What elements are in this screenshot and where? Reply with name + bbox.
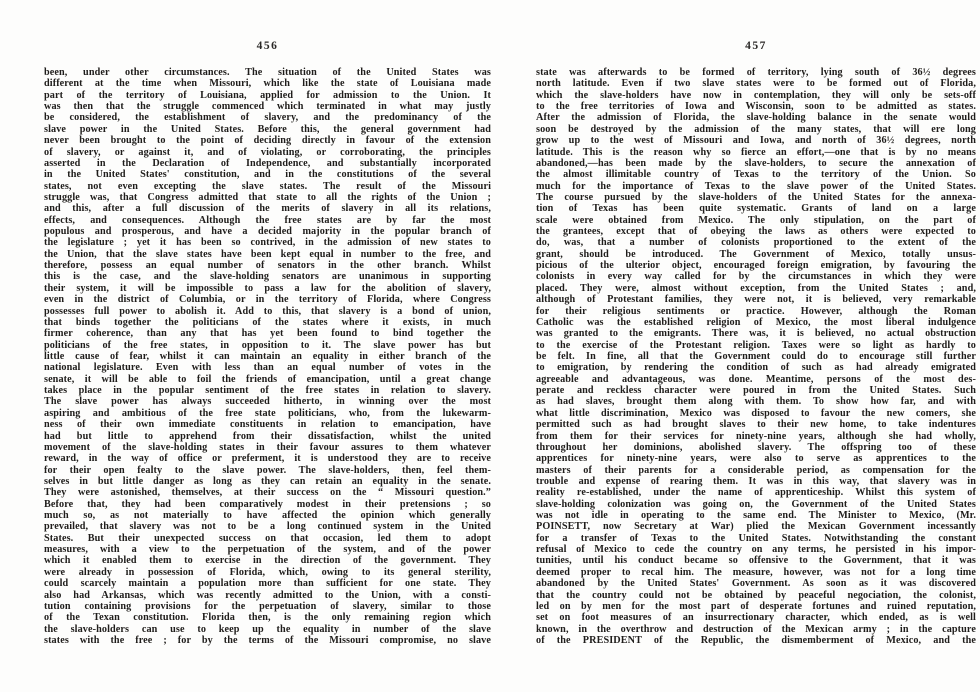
text-line: for their open fealty to the slave power. The slave-holders, then, feel them- — [44, 464, 491, 476]
text-line: tunities, until his conduct became so offensive to the Government, that it was — [536, 555, 976, 567]
text-line: to the exercise of the Protestant religion. Taxes were so light as hardly to — [536, 339, 976, 351]
text-line: the slave-holders can use to keep up the equality in number of the slave — [44, 623, 491, 635]
text-line: therefore, possess an equal number of senators in the other branch. Whilst — [44, 260, 491, 272]
text-line: ness of their own immediate constituents in relation to emancipation, have — [44, 419, 491, 431]
text-line: never been brought to the point of deciding directly in favour of the extension — [44, 135, 491, 147]
text-line: abandoned,—has been made by the slave-holders, to secure the annexation of — [536, 157, 976, 169]
text-line: States. But their unexpected success on that occasion, led them to adopt — [44, 532, 491, 544]
text-line: for their religious sentiments or practice. However, although the Roman — [536, 305, 976, 317]
text-line: much so, as not materially to have affected the opinion which generally — [44, 510, 491, 522]
text-line: struggle was, that Congress admitted that state to all the rights of the Union ; — [44, 191, 491, 203]
page-text-left — [44, 67, 491, 646]
text-line: prevailed, that slavery was not to be a long continued system in the United — [44, 521, 491, 533]
text-line: POINSETT, now Secretary at War) plied the Mexican Government incessantly — [536, 521, 976, 533]
text-line: the grantees, except that of obeying the laws as others were expected to — [536, 226, 976, 238]
text-line: do, was, that a number of colonists proportioned to the extent of the — [536, 237, 976, 249]
page-text-right — [536, 67, 976, 646]
page-right — [536, 40, 976, 646]
text-line: effects, and consequences. Although the free states are by far the most — [44, 214, 491, 226]
text-line: was granted to the emigrants. There was, it is believed, no actual obstruction — [536, 328, 976, 340]
text-line: deemed proper to recal him. The measure, however, was not for a long time — [536, 566, 976, 578]
text-line: different at the time when Missouri, which like the state of Louisiana made — [44, 78, 491, 90]
text-line: which it enabled them to exercise in the direction of the government. They — [44, 555, 491, 567]
text-line: soon be destroyed by the admission of the many states, that will ere long — [536, 123, 976, 135]
text-line: takes place in the popular sentiment of the free states in relation to slavery. — [44, 385, 491, 397]
text-line: could scarcely maintain a population more than sufficient for one state. They — [44, 578, 491, 590]
text-line: of slavery, or against it, and of violating, or corroborating, the principles — [44, 146, 491, 158]
text-line: much for the importance of Texas to the slave power of the United States. — [536, 180, 976, 192]
text-line: their system, it will be impossible to pass a law for the abolition of slavery, — [44, 282, 491, 294]
text-line: The slave power has always succeeded hitherto, in winning over the most — [44, 396, 491, 408]
text-line: known, in the overthrow and destruction of the Mexican army ; in the capture — [536, 623, 976, 635]
text-line: measures, with a view to the perpetuation of the system, and of the power — [44, 544, 491, 556]
text-line: populous and prosperous, and have a decided majority in the popular branch of — [44, 226, 491, 238]
text-line: senate, it will be able to foil the friends of emancipation, until a great change — [44, 373, 491, 385]
text-line: asserted in the Declaration of Independence, and substantially incorporated — [44, 157, 491, 169]
text-line: reward, in the way of office or preferment, it is understood they are to receive — [44, 453, 491, 465]
text-line: although of Protestant families, they were not, it is believed, very remarkable — [536, 294, 976, 306]
text-line: to the free territories of Iowa and Wisconsin, soon to be admitted as states. — [536, 101, 976, 113]
text-line: They were astonished, themselves, at their success on the “ Missouri question.” — [44, 487, 491, 499]
text-line: that the country could not be obtained by peaceful negociation, the colonist, — [536, 589, 976, 601]
text-line: been, under other circumstances. The situation of the United States was — [44, 67, 491, 78]
text-line: of the Texan constitution. Florida then, is the only remaining region which — [44, 612, 491, 624]
text-line: latitude. This is the reason why so fierce an effort,—one that is by no means — [536, 146, 976, 158]
text-line: masters of their parents for a considerable period, as compensation for the — [536, 464, 976, 476]
text-line: tution containing provisions for the perpetuation of slavery, similar to those — [44, 600, 491, 612]
text-line: was then that the struggle commenced which terminated in what may justly — [44, 101, 491, 113]
page-number-right: 457 — [745, 40, 767, 52]
text-line: trouble and expense of rearing them. It was in this way, that slavery was in — [536, 475, 976, 487]
text-line: apprentices for ninety-nine years, were also to serve as apprentices to the — [536, 453, 976, 465]
text-line: tion of Texas has been quite systematic. Grants of land on a large — [536, 203, 976, 215]
text-line: set on foot measures of an insurrectionary character, which ended, as is well — [536, 612, 976, 624]
page-number-left: 456 — [256, 40, 279, 52]
text-line: north latitude. Even if two slave states were to be formed out of Florida, — [536, 78, 976, 90]
text-line: The course pursued by the slave-holders of the United States for the annexa- — [536, 191, 976, 203]
text-line: states, not even excepting the slave states. The result of the Missouri — [44, 180, 491, 192]
text-line: firmer coherence, than any that has yet been found to bind together the — [44, 328, 491, 340]
text-line: that binds together the politicians of the states where it exists, in much — [44, 316, 491, 328]
text-line: of the PRESIDENT of the Republic, the dismemberment of Mexico, and the — [536, 634, 976, 646]
text-line: to emigration, by rendering the condition of such as had already emigrated — [536, 362, 976, 374]
text-line: national legislature. Even with less than an equal number of votes in the — [44, 362, 491, 374]
text-line: and this, after a full discussion of the merits of slavery in all its relations, — [44, 203, 491, 215]
text-line: states with the free ; for by the terms of the Missouri compromise, no slave — [44, 634, 491, 646]
text-line: After the admission of Florida, the slave-holding balance in the senate would — [536, 112, 976, 124]
text-line: state was afterwards to be formed of territory, lying south of 36½ degrees — [536, 67, 976, 78]
text-line: Catholic was the established religion of Mexico, the most liberal indulgence — [536, 316, 976, 328]
page-left — [44, 40, 491, 646]
text-line: for a transfer of Texas to the United States. Notwithstanding the constant — [536, 532, 976, 544]
text-line: scale were obtained from Mexico. The only stipulation, on the part of — [536, 214, 976, 226]
text-line: what little discrimination, Mexico was disposed to favour the new comers, she — [536, 407, 976, 419]
text-line: even in the district of Columbia, or in the territory of Florida, where Congress — [44, 294, 491, 306]
text-line: agreeable and advantageous, was done. Meantime, persons of the most des- — [536, 373, 976, 385]
text-line: in the United States' constitution, and in the constitutions of the several — [44, 169, 491, 181]
text-line: grant, should be introduced. The Government of Mexico, totally unsus- — [536, 248, 976, 260]
text-line: which the slave-holders have now in contemplation, they will only be sets-off — [536, 89, 976, 101]
text-line: be considered, the establishment of slavery, and the predominancy of the — [44, 112, 491, 124]
text-line: Before that, they had been comparatively modest in their pretensions ; so — [44, 498, 491, 510]
text-line: be felt. In fine, all that the Government could do to encourage still further — [536, 350, 976, 362]
text-line: placed. They were, almost without exception, from the United States ; and, — [536, 282, 976, 294]
text-line: was not idle in operating to the same end. The Minister to Mexico, (Mr. — [536, 510, 976, 522]
text-line: this is the case, and the slave-holding senators are unanimous in supporting — [44, 271, 491, 283]
text-line: refusal of Mexico to cede the country on any terms, he persisted in his impor- — [536, 544, 976, 556]
text-line: abandoned by the United States' Government. As soon as it was discovered — [536, 578, 976, 590]
text-line: permitted such as had brought slaves to their new home, to take indentures — [536, 419, 976, 431]
text-line: politicians of the free states, in opposition to it. The slave power has but — [44, 339, 491, 351]
text-line: had but little to apprehend from their dissatisfaction, whilst the united — [44, 430, 491, 442]
text-line: the almost illimitable country of Texas to the territory of the Union. So — [536, 169, 976, 181]
text-line: slave-holding colonization was going on, the Government of the United States — [536, 498, 976, 510]
text-line: picious of the ulterior object, encouraged foreign emigration, by favouring the — [536, 260, 976, 272]
text-line: aspiring and ambitious of the free state politicians, who, from the lukewarm- — [44, 407, 491, 419]
text-line: were already in possession of Florida, which, owing to its general sterility, — [44, 566, 491, 578]
text-line: little cause of fear, whilst it can maintain an equality in either branch of the — [44, 350, 491, 362]
text-line: grow up to the west of Missouri and Iowa, and north of 36½ degrees, north — [536, 135, 976, 147]
text-line: colonists in every way called for by the circumstances in which they were — [536, 271, 976, 283]
text-line: perate and reckless character were poured in from the United States. Such — [536, 385, 976, 397]
text-line: also had Arkansas, which was recently admitted to the Union, with a consti- — [44, 589, 491, 601]
text-line: throughout her dominions, abolished slavery. The offspring too of these — [536, 441, 976, 453]
text-line: part of the territory of Louisiana, applied for admission to the Union. It — [44, 89, 491, 101]
text-line: as had slaves, brought them along with them. To show how far, and with — [536, 396, 976, 408]
text-line: possesses full power to abolish it. Add to this, that slavery is a bond of union, — [44, 305, 491, 317]
text-line: from them for their services for ninety-nine years, although she had wholly, — [536, 430, 976, 442]
text-line: selves in but little danger as long as they can retain an equality in the senate. — [44, 475, 491, 487]
text-line: reality re-established, under the name of apprenticeship. Whilst this system of — [536, 487, 976, 499]
text-line: led on by men for the most part of desperate fortunes and ruined reputation, — [536, 600, 976, 612]
text-line: slave power in the United States. Before this, the general government had — [44, 123, 491, 135]
text-line: the legislature ; yet it has been so contrived, in the admission of new states to — [44, 237, 491, 249]
text-line: movement of the slave-holding states in their favour assures to them whatever — [44, 441, 491, 453]
text-line: the Union, that the slave states have been kept equal in number to the free, and — [44, 248, 491, 260]
